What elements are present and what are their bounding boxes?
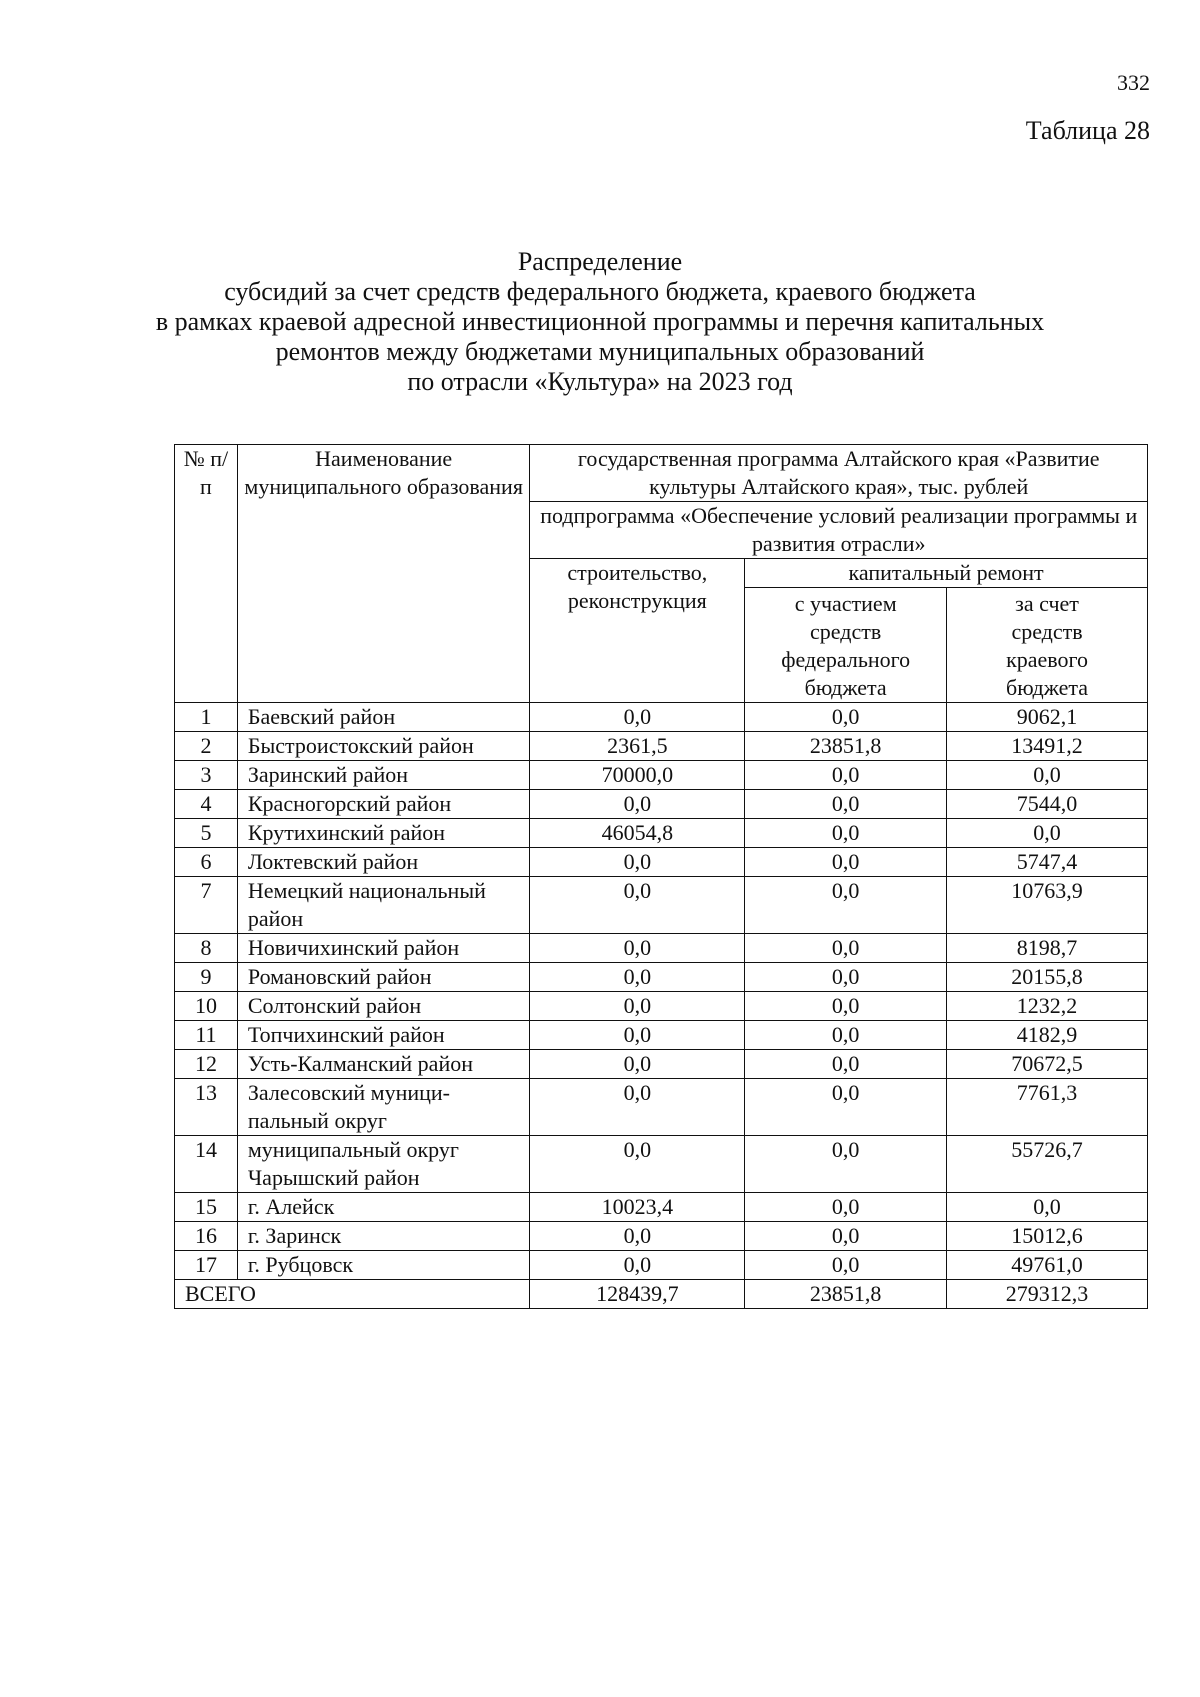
row-num: 3 <box>175 761 238 790</box>
row-regional: 7544,0 <box>947 790 1148 819</box>
title-line: ремонтов между бюджетами муниципальных образований <box>275 337 925 366</box>
table-row <box>175 877 1148 934</box>
row-name: Локтевский район <box>237 848 530 877</box>
row-regional: 4182,9 <box>947 1021 1148 1050</box>
row-federal: 0,0 <box>745 761 947 790</box>
row-name: Усть-Калманский район <box>237 1050 530 1079</box>
row-construction: 0,0 <box>530 992 745 1021</box>
row-construction: 0,0 <box>530 848 745 877</box>
row-regional: 15012,6 <box>947 1222 1148 1251</box>
row-construction: 0,0 <box>530 934 745 963</box>
table-row <box>175 963 1148 992</box>
table-row <box>175 848 1148 877</box>
total-label: ВСЕГО <box>175 1280 530 1309</box>
table-row <box>175 1050 1148 1079</box>
row-name: Быстроистокский район <box>237 732 530 761</box>
row-regional: 70672,5 <box>947 1050 1148 1079</box>
row-construction: 0,0 <box>530 963 745 992</box>
row-construction: 0,0 <box>530 790 745 819</box>
row-regional: 55726,7 <box>947 1136 1148 1193</box>
row-num: 10 <box>175 992 238 1021</box>
row-regional: 20155,8 <box>947 963 1148 992</box>
header-federal: с участием средств федерального бюджета <box>745 588 947 703</box>
row-federal: 0,0 <box>745 790 947 819</box>
row-num: 14 <box>175 1136 238 1193</box>
row-num: 7 <box>175 877 238 934</box>
row-num: 1 <box>175 703 238 732</box>
row-construction: 70000,0 <box>530 761 745 790</box>
row-construction: 0,0 <box>530 1222 745 1251</box>
row-construction: 0,0 <box>530 1136 745 1193</box>
header-capital-repair: капитальный ремонт <box>745 559 1148 588</box>
header-num: № п/п <box>175 445 238 703</box>
header-construction: строительство, реконструкция <box>530 559 745 703</box>
row-federal: 23851,8 <box>745 732 947 761</box>
row-construction: 0,0 <box>530 703 745 732</box>
table-row <box>175 1251 1148 1280</box>
row-name: Немецкий национальный район <box>237 877 530 934</box>
row-num: 12 <box>175 1050 238 1079</box>
row-federal: 0,0 <box>745 992 947 1021</box>
row-name: муниципальный округ Чарышский район <box>237 1136 530 1193</box>
table-row <box>175 934 1148 963</box>
row-federal: 0,0 <box>745 819 947 848</box>
header-regional: за счет средств краевого бюджета <box>947 588 1148 703</box>
row-federal: 0,0 <box>745 703 947 732</box>
row-construction: 0,0 <box>530 1021 745 1050</box>
row-num: 13 <box>175 1079 238 1136</box>
row-name: г. Заринск <box>237 1222 530 1251</box>
row-regional: 49761,0 <box>947 1251 1148 1280</box>
row-name: г. Алейск <box>237 1193 530 1222</box>
row-regional: 5747,4 <box>947 848 1148 877</box>
row-regional: 7761,3 <box>947 1079 1148 1136</box>
row-name: Солтонский район <box>237 992 530 1021</box>
row-federal: 0,0 <box>745 1136 947 1193</box>
row-name: Романовский район <box>237 963 530 992</box>
row-num: 11 <box>175 1021 238 1050</box>
title-line: по отрасли «Культура» на 2023 год <box>407 367 793 396</box>
table-row <box>175 1021 1148 1050</box>
table-row <box>175 790 1148 819</box>
page-number: 332 <box>1117 70 1150 95</box>
row-name: Топчихинский район <box>237 1021 530 1050</box>
title-line: субсидий за счет средств федерального бюджета, краевого бюджета <box>224 277 976 306</box>
row-federal: 0,0 <box>745 848 947 877</box>
row-num: 9 <box>175 963 238 992</box>
table-row <box>175 1222 1148 1251</box>
row-federal: 0,0 <box>745 1021 947 1050</box>
total-federal: 23851,8 <box>745 1280 947 1309</box>
row-name: Залесовский муници-пальный округ <box>237 1079 530 1136</box>
row-num: 6 <box>175 848 238 877</box>
row-num: 8 <box>175 934 238 963</box>
row-name: Заринский район <box>237 761 530 790</box>
table-label: Таблица 28 <box>1025 116 1150 145</box>
row-name: Новичихинский район <box>237 934 530 963</box>
row-regional: 9062,1 <box>947 703 1148 732</box>
table-footer <box>175 1280 1148 1309</box>
document-title <box>0 247 1200 397</box>
row-regional: 0,0 <box>947 1193 1148 1222</box>
table-row <box>175 1136 1148 1193</box>
row-federal: 0,0 <box>745 1079 947 1136</box>
row-name: Крутихинский район <box>237 819 530 848</box>
row-regional: 0,0 <box>947 761 1148 790</box>
row-regional: 10763,9 <box>947 877 1148 934</box>
table-row <box>175 819 1148 848</box>
row-num: 15 <box>175 1193 238 1222</box>
row-federal: 0,0 <box>745 963 947 992</box>
row-num: 17 <box>175 1251 238 1280</box>
total-regional: 279312,3 <box>947 1280 1148 1309</box>
row-name: г. Рубцовск <box>237 1251 530 1280</box>
row-construction: 0,0 <box>530 1079 745 1136</box>
header-name: Наименование муниципального образования <box>237 445 530 703</box>
row-name: Баевский район <box>237 703 530 732</box>
row-construction: 2361,5 <box>530 732 745 761</box>
table-row <box>175 992 1148 1021</box>
row-construction: 46054,8 <box>530 819 745 848</box>
table-row <box>175 703 1148 732</box>
distribution-table <box>174 444 1148 1309</box>
row-num: 2 <box>175 732 238 761</box>
row-construction: 0,0 <box>530 877 745 934</box>
row-federal: 0,0 <box>745 1050 947 1079</box>
table-row <box>175 732 1148 761</box>
row-federal: 0,0 <box>745 1193 947 1222</box>
row-federal: 0,0 <box>745 1222 947 1251</box>
row-federal: 0,0 <box>745 934 947 963</box>
row-name: Красногорский район <box>237 790 530 819</box>
row-federal: 0,0 <box>745 1251 947 1280</box>
table-row <box>175 761 1148 790</box>
header-program: государственная программа Алтайского края «Развитие культуры Алтайского края», тыс. рублей <box>530 445 1148 502</box>
row-regional: 13491,2 <box>947 732 1148 761</box>
row-regional: 8198,7 <box>947 934 1148 963</box>
row-regional: 1232,2 <box>947 992 1148 1021</box>
row-federal: 0,0 <box>745 877 947 934</box>
table-row <box>175 1079 1148 1136</box>
row-num: 16 <box>175 1222 238 1251</box>
total-row <box>175 1280 1148 1309</box>
header-subprogram: подпрограмма «Обеспечение условий реализации программы и развития отрасли» <box>530 502 1148 559</box>
table-header <box>175 445 1148 703</box>
row-construction: 10023,4 <box>530 1193 745 1222</box>
row-num: 5 <box>175 819 238 848</box>
row-construction: 0,0 <box>530 1050 745 1079</box>
table-row <box>175 1193 1148 1222</box>
row-regional: 0,0 <box>947 819 1148 848</box>
row-num: 4 <box>175 790 238 819</box>
table-body <box>175 703 1148 1280</box>
title-line: Распределение <box>517 247 683 276</box>
total-construction: 128439,7 <box>530 1280 745 1309</box>
row-construction: 0,0 <box>530 1251 745 1280</box>
title-line: в рамках краевой адресной инвестиционной программы и перечня капитальных <box>155 307 1045 336</box>
